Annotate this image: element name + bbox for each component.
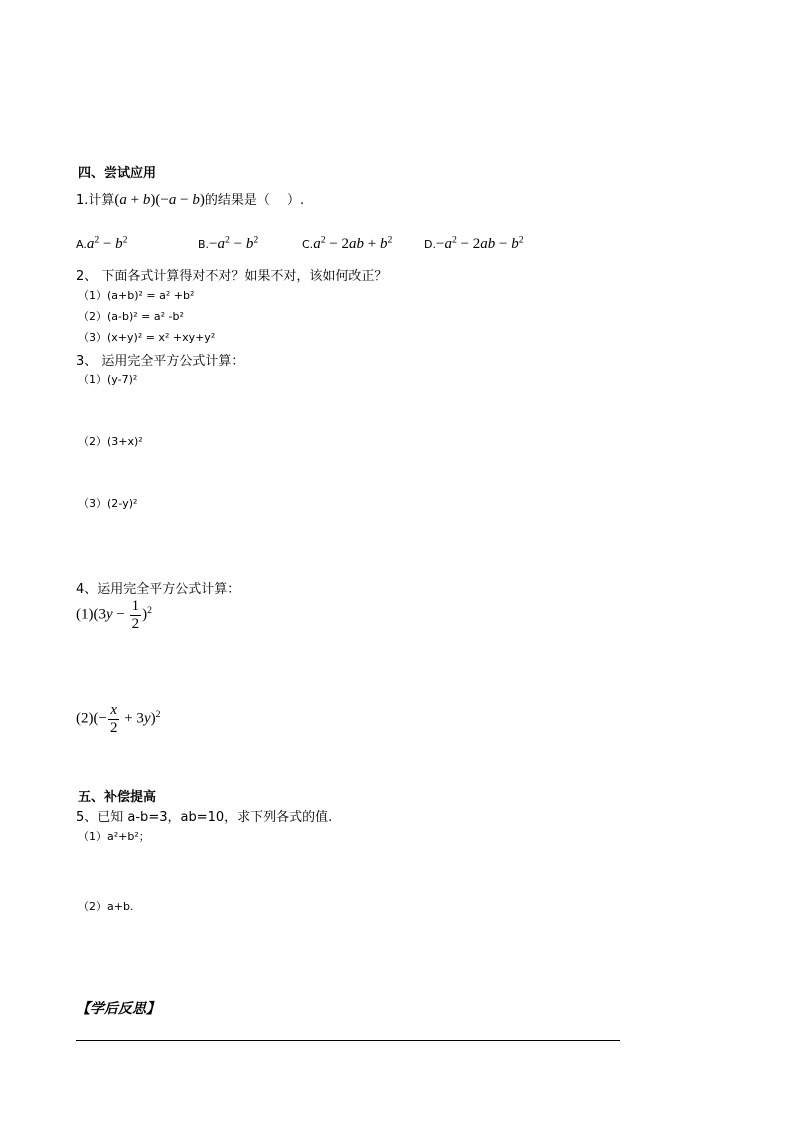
option-b	[198, 233, 258, 253]
option-c-label: C.	[302, 238, 314, 251]
question-1-text-before: 计算	[88, 193, 115, 208]
reflection-answer-line	[76, 1040, 620, 1041]
question-5-item-2: （2）a+b.	[78, 900, 134, 913]
question-1-text-after: 的结果是（ ）.	[204, 193, 305, 208]
question-5-item-1: （1）a²+b²；	[78, 830, 150, 843]
option-a-expression: $a^2 - b^2$	[86, 234, 128, 252]
section-4-heading: 四、尝试应用	[78, 166, 157, 181]
fraction-x-over-2: $\frac{x}{2}$	[109, 702, 118, 736]
option-d	[424, 233, 524, 253]
question-3-title: 3、 运用完全平方公式计算：	[76, 354, 245, 369]
question-3-item-1: （1）(y-7)²	[78, 373, 138, 386]
question-4-item-2-label: (2)	[76, 710, 94, 727]
option-c-expression: $a^2 - 2ab + b^2$	[313, 234, 393, 252]
question-3-item-3: （3）(2-y)²	[78, 497, 138, 510]
question-2-title: 2、 下面各式计算得对不对？如果不对，该如何改正？	[76, 269, 388, 284]
question-1-expression: (a + b)(−a − b)	[114, 192, 205, 208]
question-1-prefix: 1.	[76, 193, 89, 208]
question-3-item-2: （2）(3+x)²	[78, 435, 143, 448]
question-1	[76, 189, 304, 209]
option-c	[302, 233, 392, 253]
option-d-label: D.	[424, 238, 436, 251]
question-2-item-3: （3）(x+y)² = x² +xy+y²	[78, 331, 216, 344]
question-5-title: 5、已知 a-b=3，ab=10，求下列各式的值.	[76, 810, 333, 825]
question-2-item-1: （1）(a+b)² = a² +b²	[78, 289, 195, 302]
question-4-title: 4、运用完全平方公式计算：	[76, 582, 241, 597]
option-d-expression: $-a^2 - 2ab - b^2$	[435, 234, 524, 252]
option-b-label: B.	[198, 238, 210, 251]
reflection-heading: 【学后反思】	[76, 1001, 160, 1017]
question-4-item-1-label: (1)	[76, 606, 94, 623]
option-a	[76, 233, 128, 253]
fraction-one-half: $\frac{1}{2}$	[131, 598, 140, 632]
option-b-expression: $-a^2 - b^2$	[209, 234, 259, 252]
option-a-label: A.	[76, 238, 87, 251]
question-4-item-1: (1)(3y − $\frac{1}{2}$ )$^2$	[76, 598, 153, 632]
section-5-heading: 五、补偿提高	[78, 790, 157, 805]
question-2-item-2: （2）(a-b)² = a² -b²	[78, 310, 184, 323]
question-4-item-2: (2)(− $\frac{x}{2}$ + 3y)$^2$	[76, 702, 161, 736]
